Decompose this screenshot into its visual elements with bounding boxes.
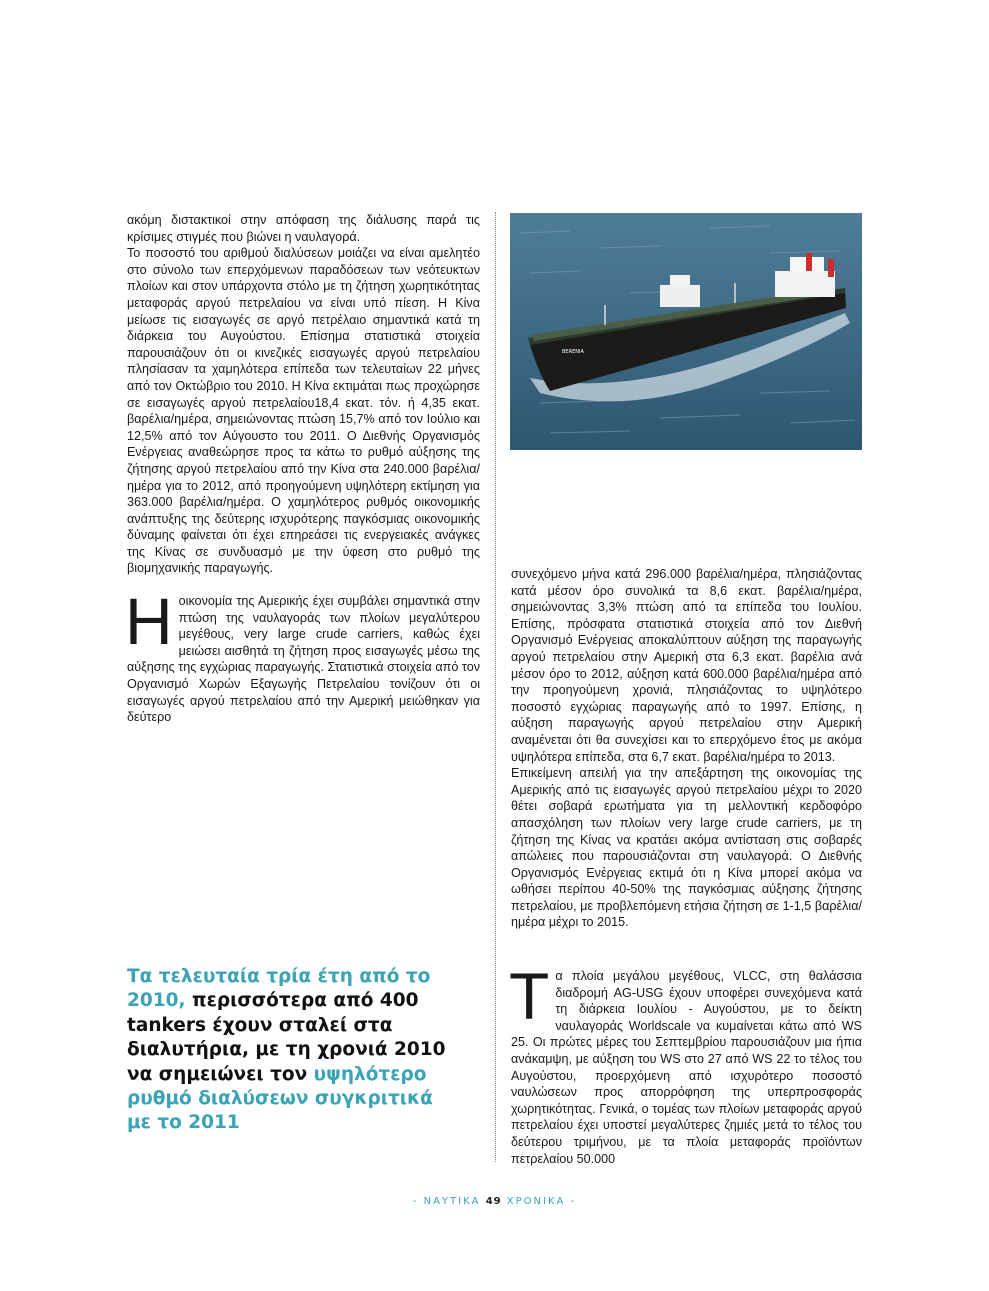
pull-quote-text: περισσότερα από 400 tankers έχουν σταλεί στα διαλυτήρια, με τη χρονιά 2010 να σημειώνει τον bbox=[127, 990, 446, 1085]
paragraph-text: οικονομία της Αμερικής έχει συμβάλει σημαντικά στην πτώση της ναυλαγοράς των πλοίων μεγαλύτερου μεγέθους, very large crude carriers, καθώς έχει μειώσει αισθητά τη ζήτηση προς εισαγωγές μέσω της αύξησης της εγχώριας παραγωγής. Στατιστικά στοιχεία από τον Οργανισμό Χωρών Εξαγωγής Πετρελαίου τονίζουν ότι οι εισαγωγές αργού πετρελαίου από την Αμερική μειώθηκαν για δεύτερο bbox=[127, 594, 480, 725]
paragraph: συνεχόμενο μήνα κατά 296.000 βαρέλια/ημέρα, πλησιάζοντας κατά μέσον όρο συνολικά τα 8,6 εκατ. βαρέλια/ημέρα, σημειώνοντας 3,3% πτώση από τα επίπεδα του Ιουλίου. Επίσης, πρόσφατα στατιστικά στοιχεία από τον Διεθνή Οργανισμό Ενέργειας αποκαλύπτουν αύξηση της παραγωγής αργού πετρελαίου στην Αμερική στα 6,3 εκατ. βαρέλια ανά μέσον όρο το 2012, αύξηση κατά 600.000 βαρέλια/ημέρα από την προηγούμενη χρονιά, πλησιάζοντας το υψηλότερο ποσοστό εγχώριας παραγωγής από το 1997. Επίσης, η αύξηση παραγωγής αργού πετρελαίου στην Αμερική αναμένεται ότι θα συνεχίσει και το επερχόμενο έτος με ακόμα υψηλότερα επίπεδα, στα 6,7 εκατ. βαρέλια/ημέρα το 2013. bbox=[511, 567, 862, 764]
paragraph-text: α πλοία μεγάλου μεγέθους, VLCC, στη θαλάσσια διαδρομή AG-USG έχουν υποφέρει συνεχόμενα κατά τη διάρκεια Ιουλίου - Αυγούστου, με το δείκτη ναυλαγοράς Worldscale να κυμαίνεται κάτω από WS 25. Οι πρώτες μέρες του Σεπτεμβρίου παρουσιάζουν μια ήπια ανάκαμψη, με αύξηση του WS στο 27 από WS 22 το τέλος του Αυγούστου, προερχόμενη από ισχυρότερο ποσοστό ναυλώσεων προς απορρόφηση της υπερπροσφοράς χωρητικότητας. Γενικά, ο τομέας των πλοίων μεταφοράς αργού πετρελαίου έχει υποστεί μεγαλύτερες ζημιές μετά το τέλος του δεύτερου τριμήνου, με τα πλοία μεταφοράς προϊόντων πετρελαίου 50.000 bbox=[511, 969, 862, 1166]
paragraph: ακόμη διστακτικοί στην απόφαση της διάλυσης παρά τις κρίσιμες στιγμές που βιώνει η ναυλαγορά. bbox=[127, 213, 480, 244]
tanker-ship-photo bbox=[510, 213, 862, 450]
paragraph: Το ποσοστό του αριθμού διαλύσεων μοιάζει να είναι αμελητέο στο σύνολο των επερχόμενων παραδόσεων των νεότευκτων πλοίων και στον υπάρχοντα στόλο με τη ζήτηση χωρητικότητας μεταφοράς αργού πετρελαίου να είναι υπό πίεση. Η Κίνα μείωσε τις εισαγωγές σε αργό πετρέλαιο σημαντικά κατά τη διάρκεια του Αυγούστου. Επίσημα στατιστικά στοιχεία παρουσιάζουν ότι οι κινεζικές εισαγωγές αργού πετρελαίου πλησίασαν τα χαμηλότερα επίπεδα των τελευταίων 22 μήνες από τον Οκτώβριο του 2010. Η Κίνα εκτιμάται πως προχώρησε σε εισαγωγές αργού πετρελαίου18,4 εκατ. τόν. ή 4,35 εκατ. βαρέλια/ημέρα, σημειώνοντας πτώση 15,7% από τον Ιούλιο και 12,5% από τον Αύγουστο του 2011. Ο Διεθνής Οργανισμός Ενέργειας αναθεώρησε προς τα κάτω το ρυθμό αύξησης της ζήτησης αργού πετρελαίου από την Κίνα στα 240.000 βαρέλια/ημέρα για το 2012, από προηγούμενη υψηλότερη εκτίμηση για 363.000 βαρέλια/ημέρα. Ο χαμηλότερος ρυθμός οικονομικής ανάπτυξης της δεύτερης ισχυρότερης παγκόσμιας οικονομικής δύναμης φαίνεται ότι έχει επηρεάσει τις ενεργειακές ανάγκες της Κίνας σε συνδυασμό με την ύφεση στο ρυθμό της βιομηχανικής παραγωγής. bbox=[127, 246, 480, 576]
pull-quote-highlight: Τα τελευταία τρία έτη από το 2010, bbox=[127, 966, 431, 1012]
pull-quote-highlight: υψηλότερο ρυθμό διαλύσεων συγκριτικά με το 2011 bbox=[127, 1063, 433, 1134]
ship-illustration bbox=[510, 213, 862, 450]
drop-cap: Τ bbox=[509, 959, 550, 1033]
ship-name-label: BERENIA bbox=[562, 349, 584, 355]
paragraph: Επικείμενη απειλή για την απεξάρτηση της οικονομίας της Αμερικής από τις εισαγωγές αργού πετρελαίου μέχρι το 2020 θέτει σοβαρά ερωτήματα για τη μελλοντική κερδοφόρο απασχόληση των πλοίων very large crude carriers, με τη ζήτηση της Κίνας να κρατάει ακόμα αντίσταση στις σοβαρές απώλειες που παρουσιάζονται στη ναυλαγορά. Ο Διεθνής Οργανισμός Ενέργειας εκτιμά ότι η Κίνα μπορεί ακόμα να ωθήσει περίπου 40-50% της παγκόσμιας αύξησης ζήτησης πετρελαίου, με προβλεπόμενη ετήσια ζήτηση σε 1-1,5 βαρέλια/ημέρα μέχρι το 2015. bbox=[511, 766, 862, 930]
page-footer bbox=[0, 1196, 989, 1207]
column-divider bbox=[495, 212, 496, 1162]
right-column-top bbox=[511, 566, 862, 931]
paragraph-dropcap bbox=[125, 584, 480, 726]
pull-quote bbox=[127, 965, 457, 1136]
drop-cap: Η bbox=[125, 584, 173, 659]
paragraph-dropcap bbox=[509, 959, 862, 1167]
right-column-bottom bbox=[509, 959, 862, 1167]
left-column bbox=[127, 212, 480, 726]
footer-prefix: - ΝΑΥΤΙΚΑ bbox=[412, 1196, 486, 1207]
footer-suffix: ΧΡΟΝΙΚΑ - bbox=[501, 1196, 577, 1207]
page-number: 49 bbox=[485, 1196, 502, 1207]
